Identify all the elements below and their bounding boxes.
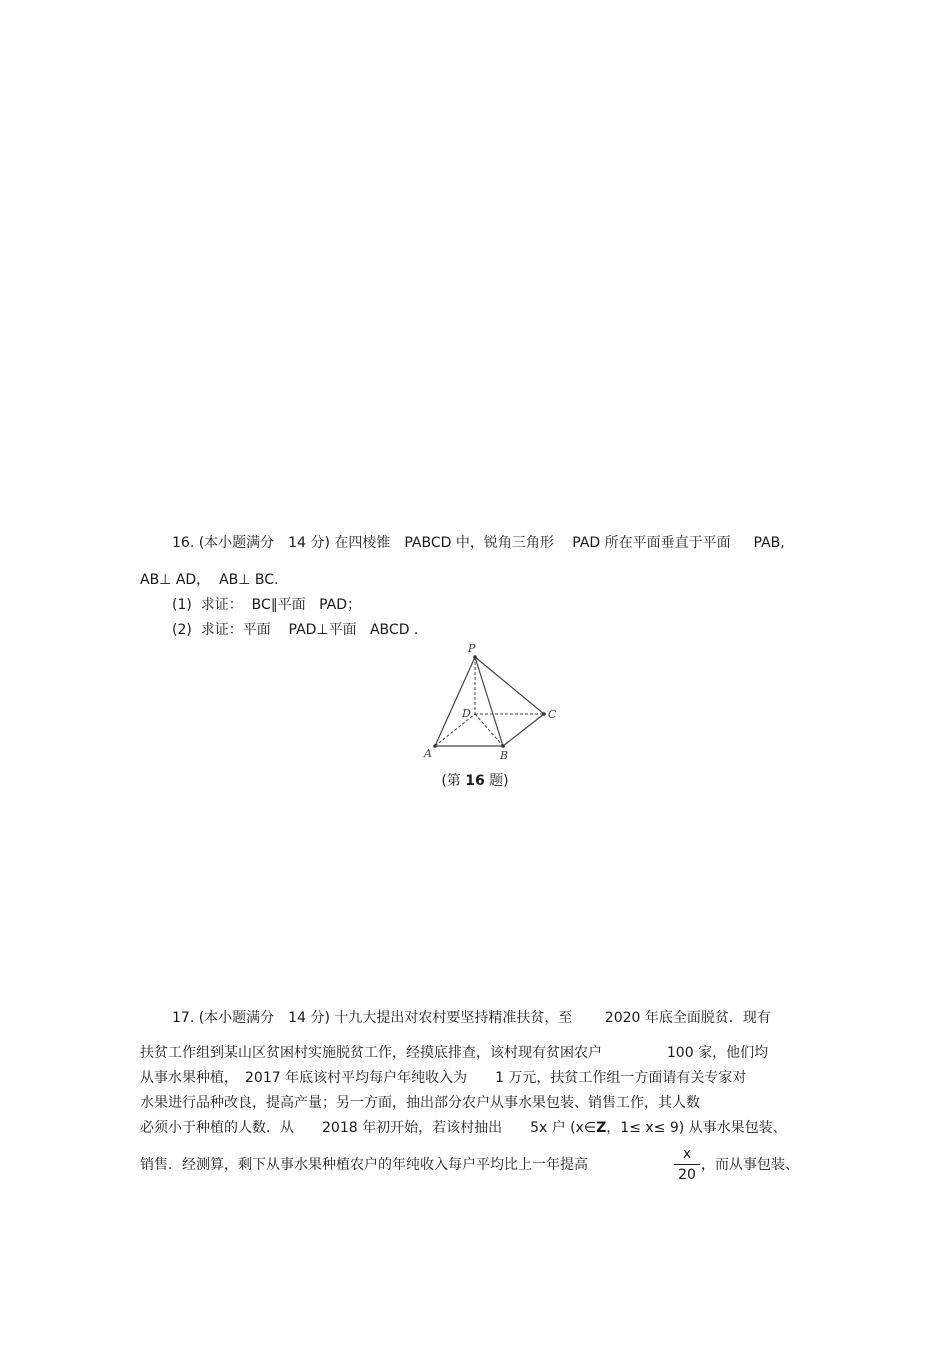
- q16-statement-line-1: 16. (本小题满分 14 分) 在四棱锥 PABCD 中，锐角三角形 PAD 所在平面垂直于平面 PAB,: [172, 535, 785, 551]
- integer-set-symbol: Z: [596, 1120, 607, 1136]
- q16-part-2: (2) 求证：平面 PAD⊥平面 ABCD .: [172, 622, 419, 638]
- q17-line-6-end: ，而从事包装、: [701, 1157, 799, 1173]
- q16-statement-line-2: AB⊥ AD， AB⊥ BC.: [140, 572, 279, 588]
- fraction-denominator: 20: [678, 1167, 696, 1183]
- q17-line-5: [140, 1118, 787, 1138]
- q17-line-6: 销售．经测算，剩下从事水果种植农户的年纯收入每户平均比上一年提高: [140, 1157, 588, 1173]
- q16-part-1: (1) 求证： BC∥平面 PAD；: [172, 597, 362, 613]
- q17-line-5-post: ，1≤ x≤ 9) 从事水果包装、: [606, 1120, 787, 1136]
- q17-line-5-pre: 必须小于种植的人数．从 2018 年初开始，若该村抽出 5x 户 (x∈: [140, 1120, 597, 1136]
- edge-BC: [503, 714, 544, 746]
- pyramid-figure: [418, 640, 568, 762]
- fraction-bar: [674, 1164, 700, 1165]
- edge-PB: [475, 657, 503, 746]
- caption-number: 16: [465, 773, 485, 789]
- figure-caption: [0, 771, 950, 791]
- edge-PC: [475, 657, 544, 714]
- vertex-label-D: D: [462, 707, 471, 720]
- vertex-label-B: B: [500, 749, 509, 762]
- q17-line-2: 扶贫工作组到某山区贫困村实施脱贫工作，经摸底排查，该村现有贫困农户 100 家，他们均: [140, 1045, 769, 1061]
- q17-line-1: 17. (本小题满分 14 分) 十九大提出对农村要坚持精准扶贫，至 2020 年底全面脱贫．现有: [172, 1010, 771, 1026]
- fraction-numerator: x: [682, 1146, 692, 1162]
- edge-PA: [435, 657, 475, 746]
- edge-DB: [475, 714, 503, 746]
- vertex-label-A: A: [424, 747, 432, 760]
- q17-line-4: 水果进行品种改良，提高产量；另一方面，抽出部分农户从事水果包装、销售工作，其人数: [140, 1095, 700, 1111]
- caption-suffix: 题): [484, 773, 509, 789]
- q17-line-3: 从事水果种植， 2017 年底该村平均每户年纯收入为 1 万元，扶贫工作组一方面请有关专家对: [140, 1070, 747, 1086]
- vertex-label-C: C: [548, 708, 557, 721]
- fraction-x-over-20: [674, 1145, 700, 1184]
- caption-prefix: (第: [441, 773, 466, 789]
- vertex-label-P: P: [468, 642, 476, 655]
